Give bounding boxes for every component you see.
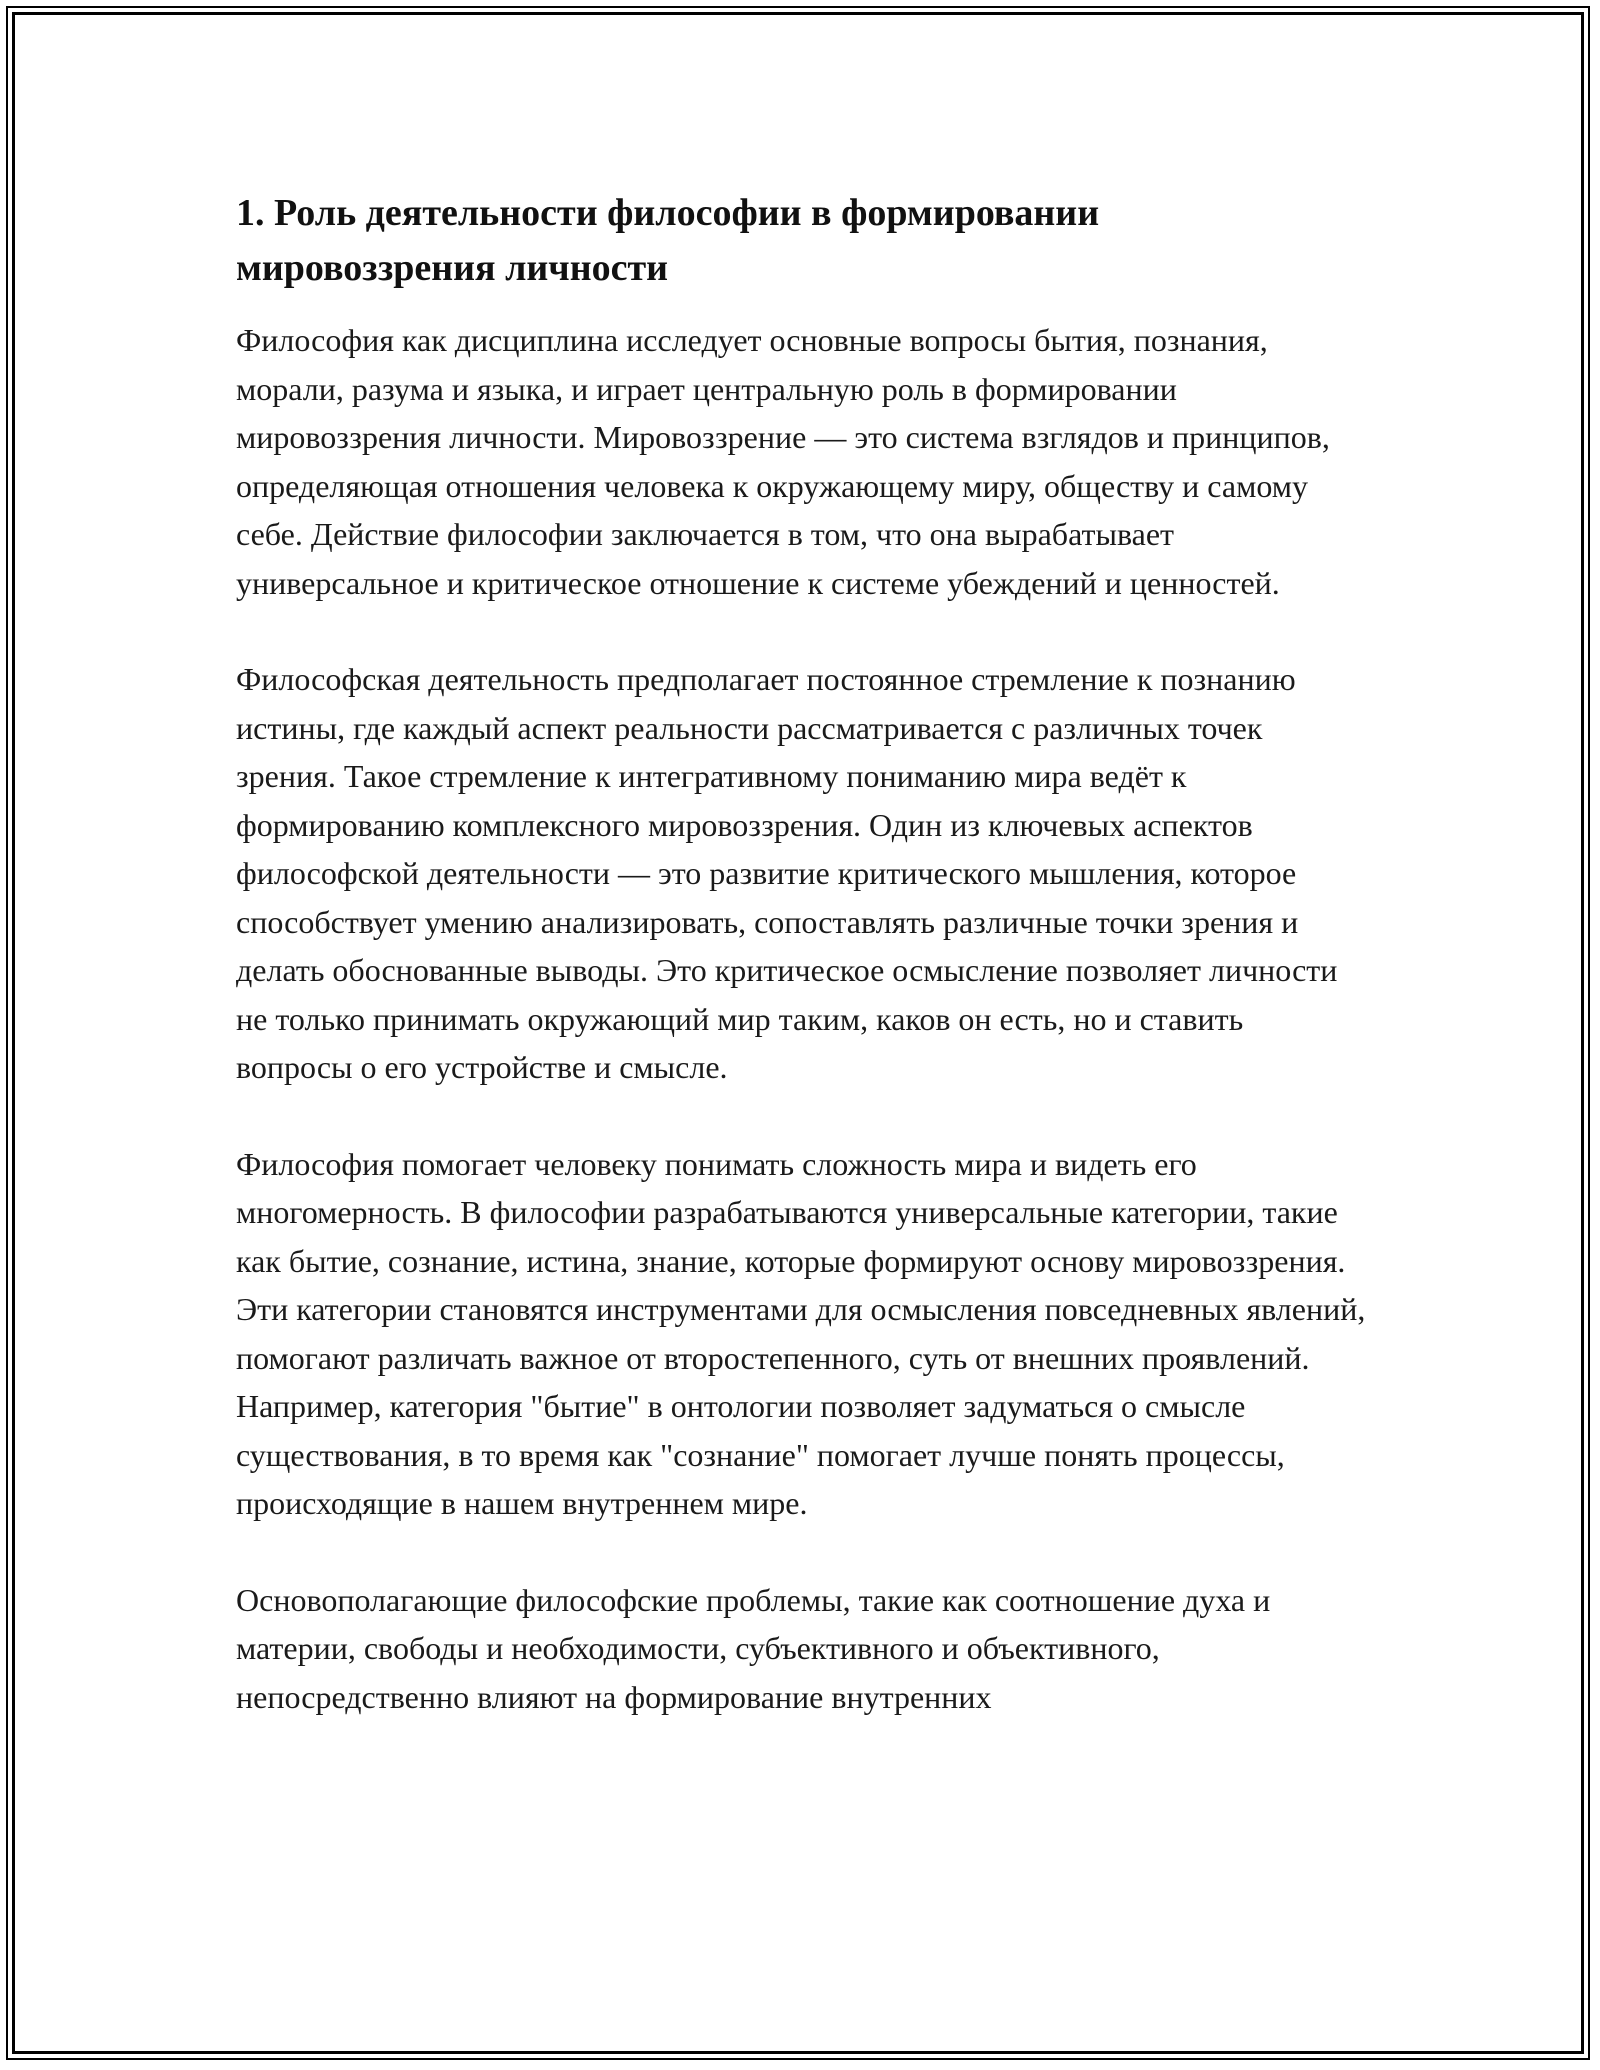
document-body <box>236 186 1366 1769</box>
document-title: 1. Роль деятельности философии в формировании мировоззрения личности <box>236 192 1100 289</box>
paragraph-1: Философия как дисциплина исследует основные вопросы бытия, познания, морали, разума и языка, и играет центральную роль в формировании мировоззрения личности. Мировоззрение — это система взглядов и принципов, определяющая отношения человека к окружающему миру, обществу и самому себе. Действие философии заключается в том, что она вырабатывает универсальное и критическое отношение к системе убеждений и ценностей. <box>236 322 1330 601</box>
paragraph-2: Философская деятельность предполагает постоянное стремление к познанию истины, где каждый аспект реальности рассматривается с различных точек зрения. Такое стремление к интегративному пониманию мира ведёт к формированию комплексного мировоззрения. Один из ключевых аспектов философской деятельности — это развитие критического мышления, которое способствует умению анализировать, сопоставлять различные точки зрения и делать обоснованные выводы. Это критическое осмысление позволяет личности не только принимать окружающий мир таким, каков он есть, но и ставить вопросы о его устройстве и смысле. <box>236 661 1338 1085</box>
paragraph-4: Основополагающие философские проблемы, такие как соотношение духа и материи, свободы и необходимости, субъективного и объективного, непосредственно влияют на формирование внутренних <box>236 1581 1271 1715</box>
paragraph-3: Философия помогает человеку понимать сложность мира и видеть его многомерность. В философии разрабатываются универсальные категории, такие как бытие, сознание, истина, знание, которые формируют основу мировоззрения. Эти категории становятся инструментами для осмысления повседневных явлений, помогают различать важное от второстепенного, суть от внешних проявлений. Например, категория "бытие" в онтологии позволяет задуматься о смысле существования, в то время как "сознание" помогает лучше понять процессы, происходящие в нашем внутреннем мире. <box>236 1145 1366 1521</box>
